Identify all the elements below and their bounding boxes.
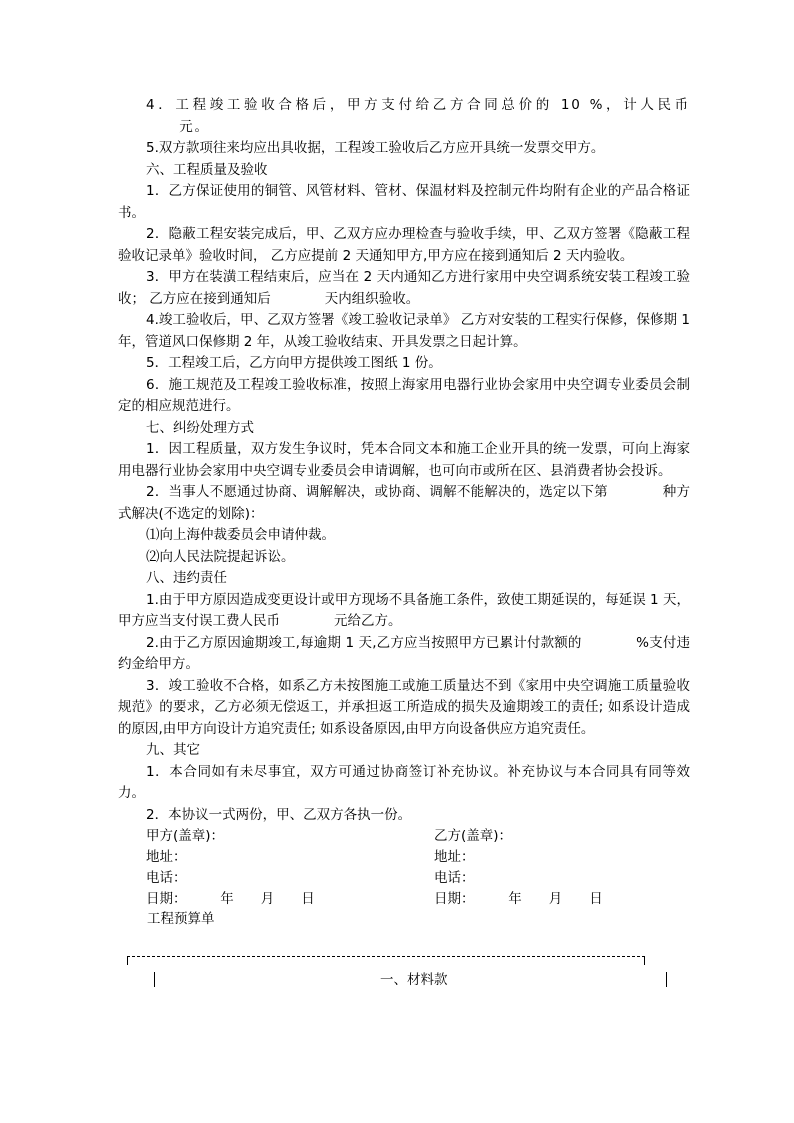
section-6-item-3: 3．甲方在装潢工程结束后，应当在 2 天内通知乙方进行家用中央空调系统安装工程竣工验收； 乙方应在接到通知后 天内组织验收。 [118, 269, 690, 307]
section-8-item-3: 3．竣工验收不合格，如系乙方未按图施工或施工质量达不到《家用中央空调施工质量验收规范》的要求，乙方必须无偿返工，并承担返工所造成的损失及逾期竣工的责任; 如系设计造成的原因,由甲方向设计方追究责任; 如系设备原因,由甲方向设备供应方追究责任。 [118, 677, 690, 737]
section-7-option-1: ⑴向上海仲裁委员会申请仲裁。 [146, 527, 335, 543]
section-7-item-2: 2．当事人不愿通过协商、调解解决，或协商、调解不能解决的，选定以下第 种方式解决(不选定的划除)： [118, 484, 690, 522]
party-a-date-label: 日期： 年 月 日 [146, 891, 315, 907]
budget-title: 工程预算单 [147, 911, 215, 927]
payment-clause-4: 4．工程竣工验收合格后，甲方支付给乙方合同总价的 10 %，计人民币 元。 [118, 97, 690, 135]
party-a-address-label: 地址： [146, 849, 187, 865]
section-7-item-1: 1．因工程质量，双方发生争议时，凭本合同文本和施工企业开具的统一发票，可向上海家用电器行业协会家用中央空调专业委员会申请调解，也可向市或所在区、县消费者协会投诉。 [118, 441, 690, 479]
table-top-border [127, 956, 645, 965]
party-b-date-label: 日期： 年 月 日 [434, 891, 603, 907]
party-a-phone-label: 电话： [146, 870, 187, 886]
table-right-border [666, 972, 667, 987]
section-9-item-2: 2．本协议一式两份，甲、乙双方各执一份。 [146, 806, 412, 823]
party-b-seal-label: 乙方(盖章)： [434, 828, 513, 844]
section-9-heading: 九、其它 [146, 742, 200, 758]
section-8-item-2: 2.由于乙方原因逾期竣工,每逾期 1 天,乙方应当按照甲方已累计付款额的 %支付违约金给甲方。 [118, 634, 690, 672]
section-6-heading: 六、工程质量及验收 [146, 161, 268, 178]
party-a-seal-label: 甲方(盖章)： [146, 828, 225, 844]
section-6-item-2: 2．隐蔽工程安装完成后，甲、乙双方应办理检查与验收手续，甲、乙双方签署《隐蔽工程验收记录单》验收时间， 乙方应提前 2 天通知甲方,甲方应在接到通知后 2 天内验收。 [118, 226, 690, 264]
section-6-item-4: 4.竣工验收后，甲、乙双方签署《竣工验收记录单》 乙方对安装的工程实行保修，保修期 1 年，管道风口保修期 2 年，从竣工验收结束、开具发票之日起计算。 [118, 312, 690, 350]
section-6-item-1: 1．乙方保证使用的铜管、风管材料、管材、保温材料及控制元件均附有企业的产品合格证书。 [118, 183, 690, 221]
section-9-item-1: 1．本合同如有未尽事宜，双方可通过协商签订补充协议。补充协议与本合同具有同等效力。 [118, 763, 690, 801]
signature-row-phone [118, 868, 690, 889]
section-7-heading: 七、纠纷处理方式 [146, 419, 254, 436]
payment-clause-5: 5.双方款项往来均应出具收据，工程竣工验收后乙方应开具统一发票交甲方。 [146, 140, 605, 156]
party-b-address-label: 地址： [434, 849, 475, 865]
section-6-item-5: 5．工程竣工后，乙方向甲方提供竣工图纸 1 份。 [146, 355, 442, 371]
party-b-phone-label: 电话： [434, 870, 475, 886]
table-left-border [154, 972, 155, 987]
signature-row-address [118, 847, 690, 868]
section-7-option-2: ⑵向人民法院提起诉讼。 [146, 548, 295, 565]
signature-row-party [118, 826, 690, 847]
material-cost-heading: 一、材料款 [380, 972, 448, 988]
section-8-item-1: 1.由于甲方原因造成变更设计或甲方现场不具备施工条件，致使工期延误的，每延误 1 天，甲方应当支付误工费人民币 元给乙方。 [118, 591, 690, 629]
contract-body [118, 95, 690, 910]
section-8-heading: 八、违约责任 [146, 570, 227, 586]
section-6-item-6: 6．施工规范及工程竣工验收标准，按照上海家用电器行业协会家用中央空调专业委员会制定的相应规范进行。 [118, 376, 690, 414]
signature-row-date [118, 889, 690, 910]
